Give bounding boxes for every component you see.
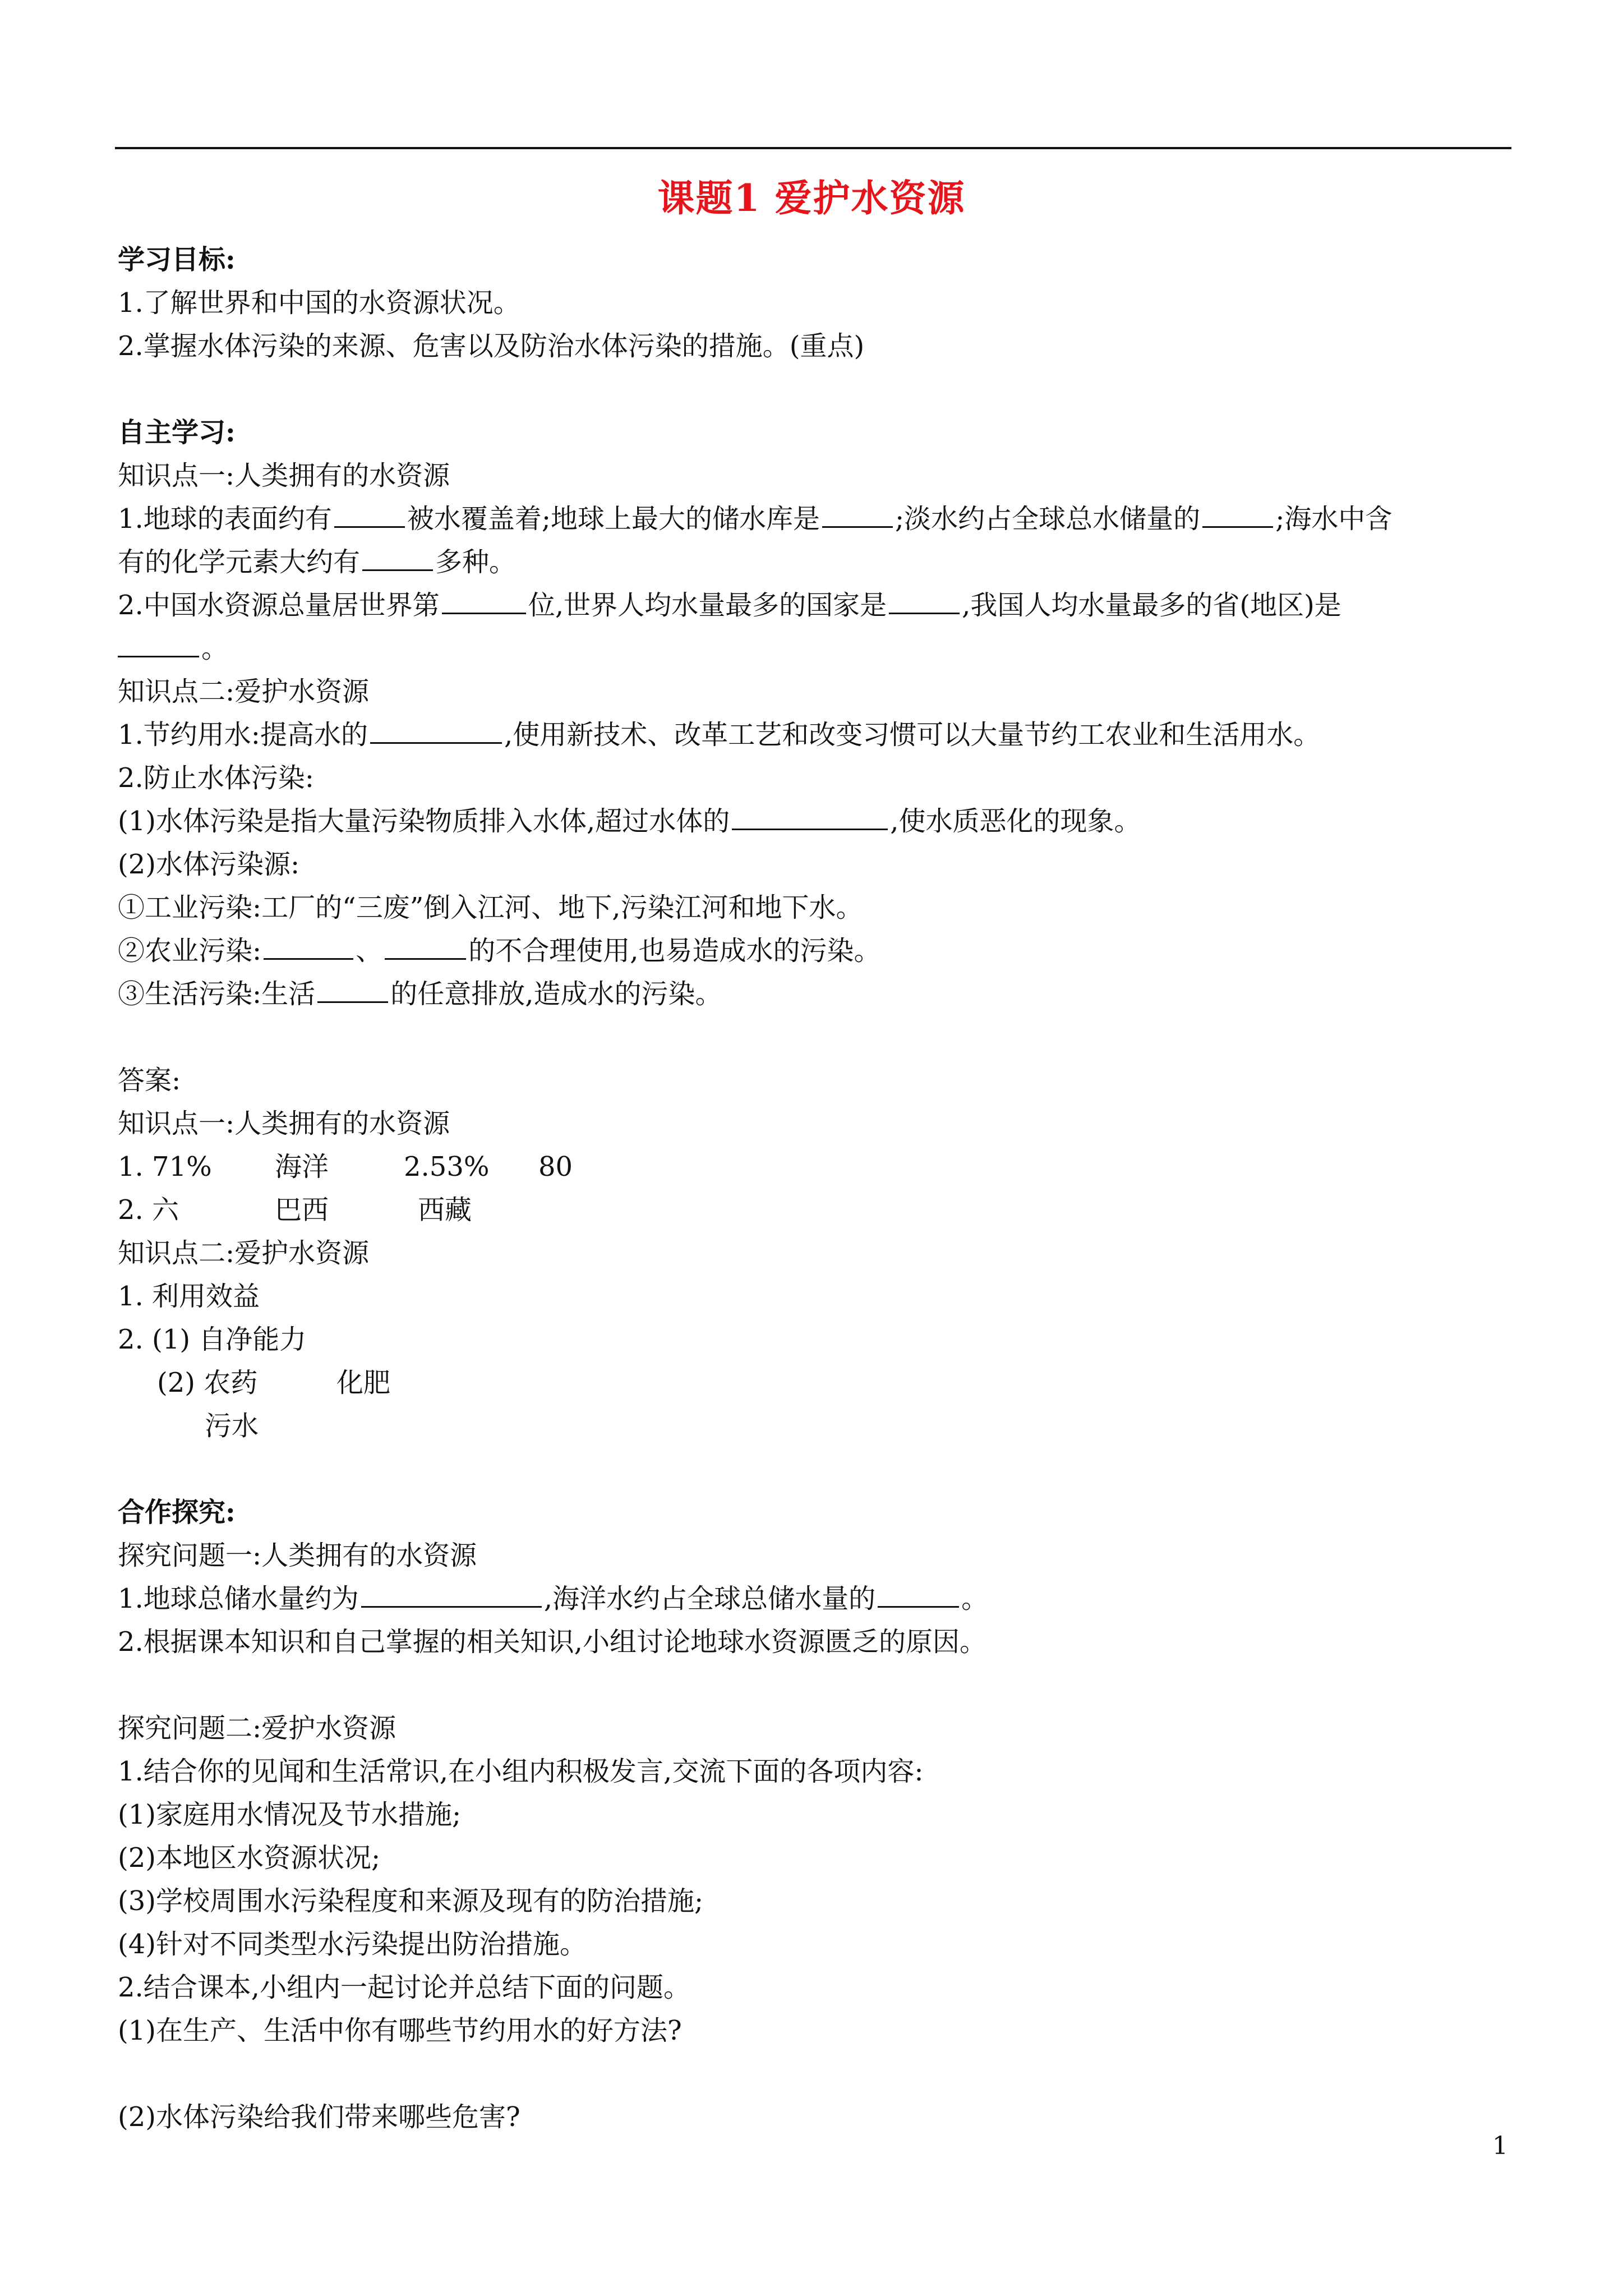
answer-blank (878, 1581, 959, 1608)
answers-k2-title: 知识点二:爱护水资源 (118, 1237, 370, 1269)
answer-blank (732, 804, 888, 830)
goals-heading: 学习目标: (118, 244, 236, 275)
header-rule (115, 147, 1511, 149)
answer-blank (317, 977, 388, 1003)
question-line: ①工业污染:工厂的“三废”倒入江河、地下,污染江河和地下水。 (118, 892, 863, 923)
question-line: (1)水体污染是指大量污染物质排入水体,超过水体的 ,使水质恶化的现象。 (118, 800, 1509, 843)
document-body (118, 238, 1509, 2139)
question-line: 。 (118, 627, 1509, 670)
question-line: 2.防止水体污染: (118, 762, 314, 794)
knowledge-point-2-title: 知识点二:爱护水资源 (118, 676, 370, 707)
answer-blank (334, 501, 405, 528)
question-line: (1)家庭用水情况及节水措施; (118, 1799, 462, 1830)
question-line: 2.结合课本,小组内一起讨论并总结下面的问题。 (118, 1972, 691, 2003)
question-line: 1.节约用水:提高水的 ,使用新技术、改革工艺和改变习惯可以大量节约工农业和生活用水。 (118, 714, 1509, 757)
answer-blank (822, 501, 893, 528)
answer-row: 1. 71% 海洋 2.53% 80 (118, 1151, 573, 1182)
goal-item-1: 1.了解世界和中国的水资源状况。 (118, 287, 520, 319)
answer-blank (361, 1581, 542, 1608)
cooperate-heading: 合作探究: (118, 1497, 236, 1528)
answer-row: 污水 (205, 1410, 259, 1442)
page-title: 课题1 爱护水资源 (657, 176, 966, 220)
question-line: (2)水体污染给我们带来哪些危害? (118, 2101, 520, 2133)
answer-blank (370, 717, 502, 744)
goal-item-2: 2.掌握水体污染的来源、危害以及防治水体污染的措施。(重点) (118, 330, 865, 362)
question-line: ③生活污染:生活 的任意排放,造成水的污染。 (118, 973, 1509, 1016)
question-line: 2.中国水资源总量居世界第 位,世界人均水量最多的国家是 ,我国人均水量最多的省(地区)是 (118, 584, 1509, 627)
question-line: (3)学校周围水污染程度和来源及现有的防治措施; (118, 1885, 704, 1917)
answer-blank (1202, 501, 1273, 528)
question-line: 1.地球总储水量约为 ,海洋水约占全球总储水量的 。 (118, 1577, 1509, 1621)
knowledge-point-1-title: 知识点一:人类拥有的水资源 (118, 460, 450, 491)
answer-row: 1. 利用效益 (118, 1281, 260, 1312)
answer-row: 2. (1) 自净能力 (118, 1324, 307, 1355)
question-line: ②农业污染: 、 的不合理使用,也易造成水的污染。 (118, 930, 1509, 973)
answers-heading: 答案: (118, 1065, 181, 1096)
answer-row: 2. 六 巴西 西藏 (118, 1194, 472, 1226)
question-line: (1)在生产、生活中你有哪些节约用水的好方法? (118, 2015, 682, 2046)
answer-blank (385, 933, 466, 960)
page-number: 1 (1492, 2132, 1508, 2160)
answer-row: (2) 农药 化肥 (157, 1367, 391, 1398)
question-line: 有的化学元素大约有 多种。 (118, 541, 1509, 584)
answer-blank (442, 588, 526, 614)
question-line: 1.地球的表面约有 被水覆盖着;地球上最大的储水库是 ;淡水约占全球总水储量的 ;海水中含 (118, 498, 1509, 541)
question-line: 1.结合你的见闻和生活常识,在小组内积极发言,交流下面的各项内容: (118, 1756, 924, 1787)
question-line: (2)本地区水资源状况; (118, 1842, 381, 1874)
question-line: (4)针对不同类型水污染提出防治措施。 (118, 1929, 587, 1960)
problem-1-title: 探究问题一:人类拥有的水资源 (118, 1540, 477, 1571)
answer-blank (362, 545, 433, 571)
answer-blank (118, 631, 199, 657)
answer-blank (889, 588, 960, 614)
answers-k1-title: 知识点一:人类拥有的水资源 (118, 1108, 450, 1139)
problem-2-title: 探究问题二:爱护水资源 (118, 1713, 396, 1744)
self-study-heading: 自主学习: (118, 417, 236, 448)
question-line: (2)水体污染源: (118, 849, 300, 880)
question-line: 2.根据课本知识和自己掌握的相关知识,小组讨论地球水资源匮乏的原因。 (118, 1626, 987, 1658)
answer-blank (264, 933, 353, 960)
